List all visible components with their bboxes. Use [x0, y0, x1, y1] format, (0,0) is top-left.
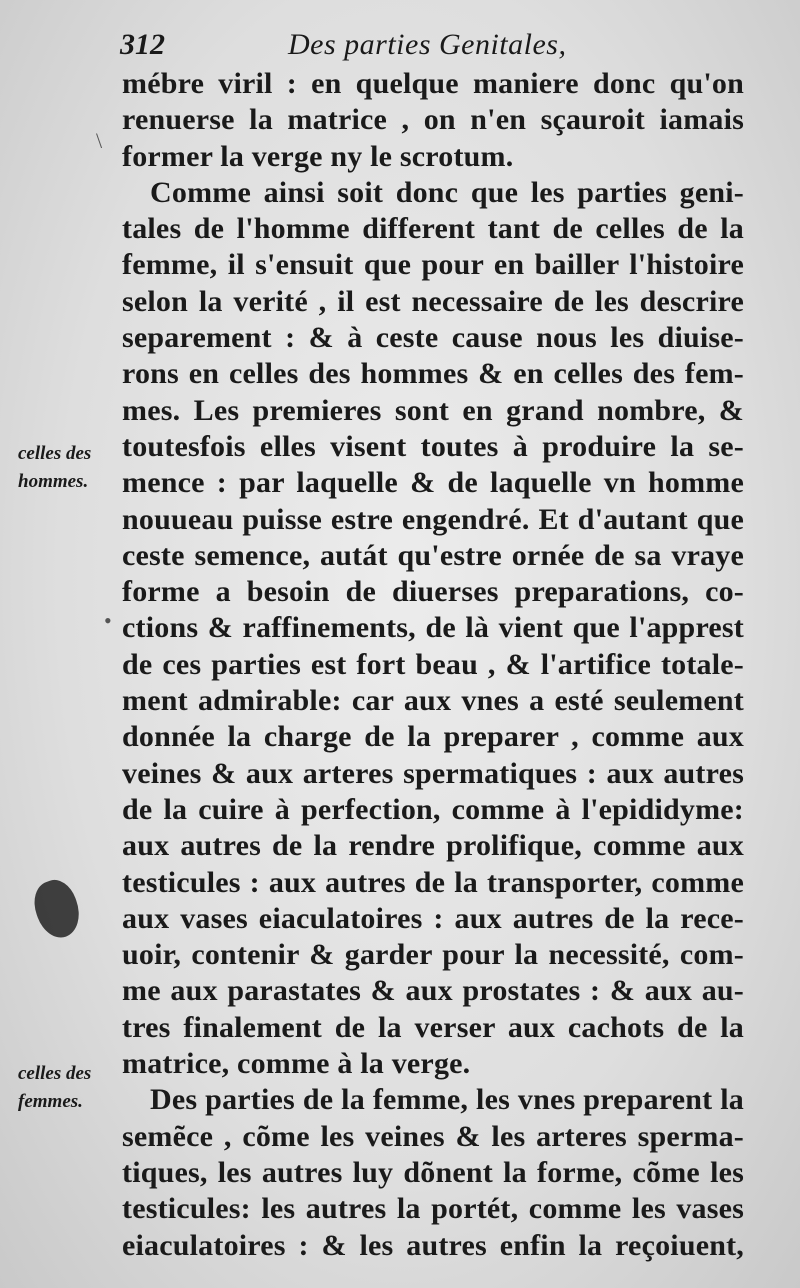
- text-line: de la cuire à perfection, comme à l'epididyme:: [122, 792, 744, 826]
- ink-stain: [27, 875, 86, 944]
- text-line: tiques, les autres luy dõnent la forme, cõme les: [122, 1155, 744, 1189]
- body-text: [122, 66, 744, 1264]
- text-line: eiaculatoires : & les autres enfin la reçoiuent,: [122, 1228, 744, 1262]
- margin-note-men: celles des hommes.: [18, 443, 92, 492]
- text-line: ctions & raffinements, de là vient que l'apprest: [122, 611, 744, 645]
- text-line: testicules : aux autres de la transporter, comme: [122, 865, 744, 899]
- margin-note-women: celles des femmes.: [18, 1063, 92, 1112]
- text-line: renuerse la matrice , on n'en sçauroit iamais: [122, 103, 744, 137]
- text-line: Des parties de la femme, les vnes preparent la: [150, 1083, 744, 1117]
- text-line: aux vases eiaculatoires : aux autres de la rece-: [122, 901, 744, 935]
- text-line: semẽce , cõme les veines & les arteres sperma-: [122, 1119, 744, 1153]
- text-line: uoir, contenir & garder pour la necessité, com-: [122, 938, 744, 972]
- margin-mark: \: [96, 128, 103, 153]
- text-line: Comme ainsi soit donc que les parties geni-: [150, 175, 744, 209]
- text-line: femme, il s'ensuit que pour en bailler l'histoire: [122, 248, 744, 282]
- text-line: separement : & à ceste cause nous les diuise-: [122, 321, 744, 355]
- text-line: former la verge ny le scrotum.: [122, 139, 514, 173]
- text-line: forme a besoin de diuerses preparations, co-: [122, 575, 744, 609]
- page-number: 312: [120, 28, 165, 61]
- text-line: ment admirable: car aux vnes a esté seulement: [122, 684, 744, 718]
- running-head: [120, 28, 760, 68]
- text-line: selon la verité , il est necessaire de les descrire: [122, 284, 744, 318]
- text-line: veines & aux arteres spermatiques : aux autres: [122, 756, 744, 790]
- text-line: de ces parties est fort beau , & l'artifice totale-: [122, 647, 744, 681]
- text-line: mébre viril : en quelque maniere donc qu'on: [122, 67, 744, 100]
- text-line: ceste semence, autát qu'estre ornée de sa vraye: [122, 538, 744, 572]
- margin-mark: •: [104, 608, 112, 633]
- text-line: me aux parastates & aux prostates : & aux au-: [122, 974, 744, 1008]
- text-line: donnée la charge de la preparer , comme aux: [122, 720, 744, 754]
- text-line: mes. Les premieres sont en grand nombre, &: [122, 393, 744, 427]
- text-line: nouueau puisse estre engendré. Et d'autant que: [122, 502, 744, 536]
- text-line: tres finalement de la verser aux cachots de la: [122, 1010, 744, 1044]
- text-line: mence : par laquelle & de laquelle vn homme: [122, 466, 744, 500]
- text-line: testicules: les autres la portét, comme les vases: [122, 1192, 744, 1226]
- text-line: tales de l'homme different tant de celles de la: [122, 212, 744, 246]
- running-head-title: Des parties Genitales,: [288, 28, 567, 61]
- text-line: matrice, comme à la verge.: [122, 1047, 471, 1081]
- text-line: aux autres de la rendre prolifique, comme aux: [122, 829, 744, 863]
- text-line: rons en celles des hommes & en celles des fem-: [122, 357, 744, 391]
- text-line: toutesfois elles visent toutes à produire la se-: [122, 429, 744, 463]
